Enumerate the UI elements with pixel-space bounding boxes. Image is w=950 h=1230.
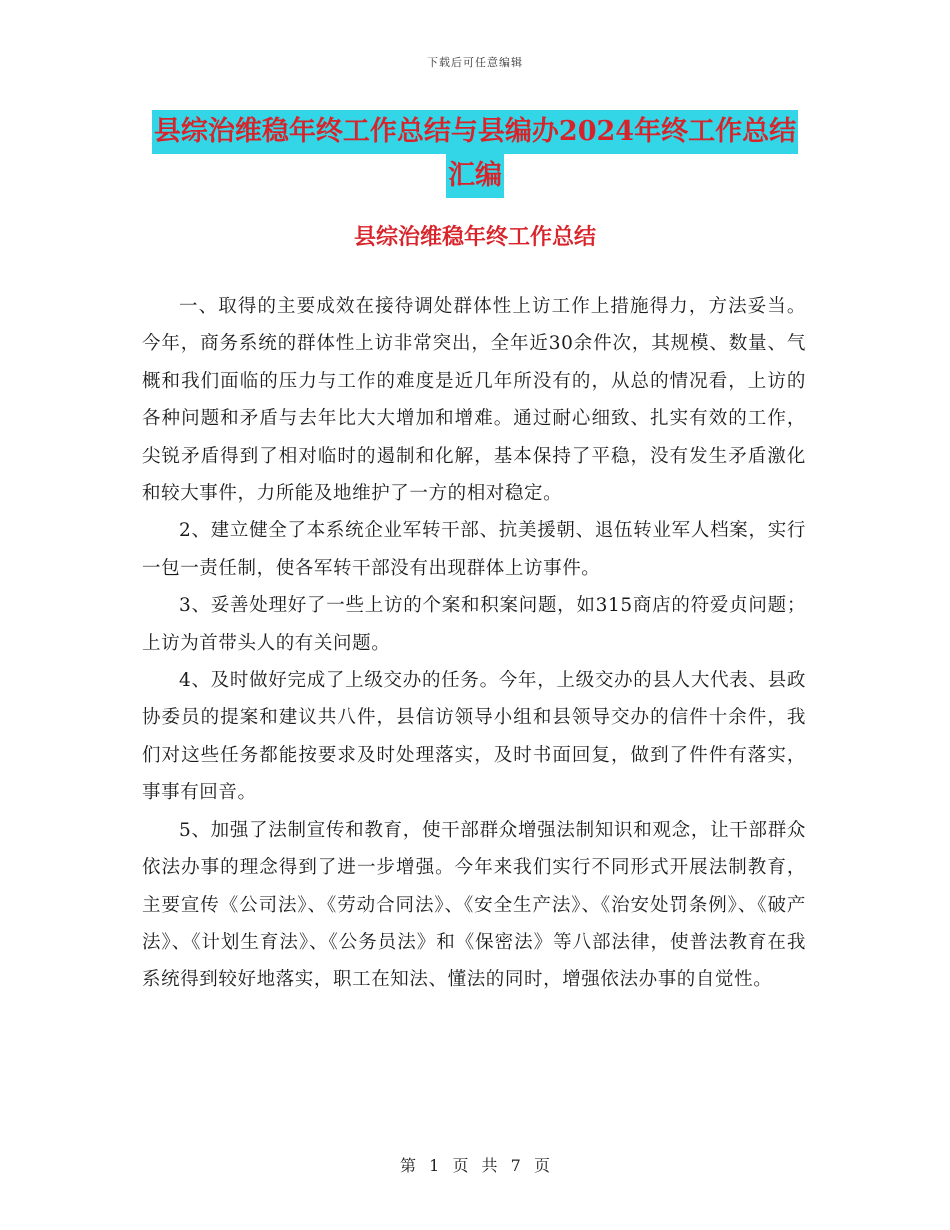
document-title [0, 110, 950, 198]
footer-total-pages: 7 [510, 1156, 521, 1175]
paragraph-2: 2、建立健全了本系统企业军转干部、抗美援朝、退伍转业军人档案，实行一包一责任制，使各军转干部没有出现群体上访事件。 [142, 520, 806, 579]
paragraph-5: 5、加强了法制宣传和教育，使干部群众增强法制知识和观念，让干部群众依法办事的理念得到了进一步增强。今年来我们实行不同形式开展法制教育，主要宣传《公司法》、《劳动合同法》、《安全生产法》、《治安处罚条例》、《破产法》、《计划生育法》、《公务员法》和《保密法》等八部法律，使普法教育在我系统得到较好地落实，职工在知法、懂法的同时，增强依法办事的自觉性。 [142, 819, 806, 991]
document-body [142, 288, 806, 999]
section-title: 县综治维稳年终工作总结 [353, 224, 596, 250]
footer-current-page: 1 [429, 1156, 440, 1175]
paragraph-4: 4、及时做好完成了上级交办的任务。今年，上级交办的县人大代表、县政协委员的提案和建议共八件，县信访领导小组和县领导交办的信件十余件，我们对这些任务都能按要求及时处理落实，及时书面回复，做到了件件有落实，事事有回音。 [142, 670, 806, 804]
document-title-line-1: 县综治维稳年终工作总结与县编办2024年终工作总结 [152, 110, 798, 154]
footer-page-label: 第 [400, 1156, 417, 1175]
footer-page-unit: 页 [452, 1156, 469, 1175]
paragraph-1: 一、取得的主要成效在接待调处群体性上访工作上措施得力，方法妥当。今年，商务系统的群体性上访非常突出，全年近30余件次，其规模、数量、气概和我们面临的压力与工作的难度是近几年所没有的，从总的情况看，上访的各种问题和矛盾与去年比大大增加和增难。通过耐心细致、扎实有效的工作，尖锐矛盾得到了相对临时的遏制和化解，基本保持了平稳，没有发生矛盾激化和较大事件，力所能及地维护了一方的相对稳定。 [142, 296, 806, 505]
page-footer [0, 1153, 950, 1176]
footer-total-unit: 页 [533, 1156, 550, 1175]
page-header-note: 下载后可任意编辑 [427, 56, 523, 69]
document-title-line-2: 汇编 [446, 154, 504, 198]
footer-total-label: 共 [481, 1156, 498, 1175]
paragraph-3: 3、妥善处理好了一些上访的个案和积案问题，如315商店的符爱贞问题；上访为首带头人的有关问题。 [142, 595, 806, 654]
